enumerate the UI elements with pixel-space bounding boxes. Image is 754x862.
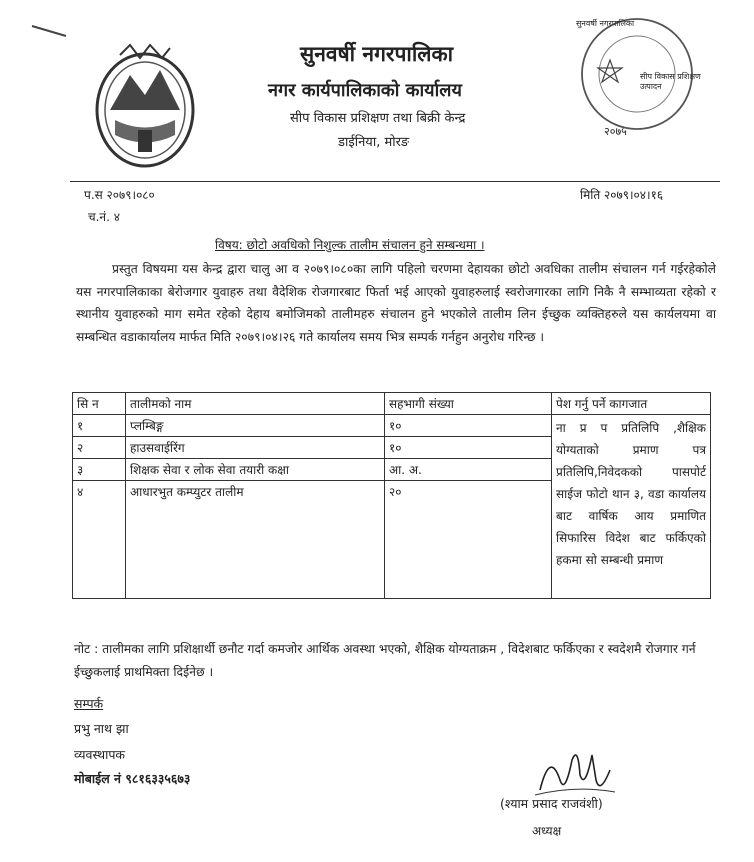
office-name: नगर कार्यपालिकाको कार्यालय xyxy=(268,80,462,101)
letter-date: मिति २०७९।०४।१६ xyxy=(580,188,664,202)
pen-mark xyxy=(30,22,70,42)
header-sn: सि न xyxy=(73,393,126,415)
header-participants: सहभागी संख्या xyxy=(385,393,552,415)
contact-label: सम्पर्क xyxy=(74,696,104,711)
training-table xyxy=(72,392,711,599)
required-documents: ना प्र प प्रतिलिपि ,शैक्षिक योग्यताको प्रमाण पत्र प्रतिलिपि,निवेदकको पासपोर्ट साईज फोटो थान ३, वडा कार्यालय बाट वार्षिक आय प्रमाणित सिफारिस विदेश बाट फर्किएको हकमा सो सम्बन्धी प्रमाण xyxy=(552,415,711,599)
table-header-row xyxy=(73,393,711,415)
contact-mobile: मोबाईल नं ९८१६३३५६७३ xyxy=(74,771,191,786)
org-name: सुनवर्षी नगरपालिका xyxy=(300,42,454,66)
seal-inner-text: सीप विकास प्रशिक्षण उत्पादन xyxy=(640,72,701,91)
row-training-name: प्लम्बिङ्ग xyxy=(126,415,385,437)
body-paragraph: प्रस्तुत विषयमा यस केन्द्र द्वारा चालु आ व २०७९।०८०का लागि पहिलो चरणमा देहायका छोटो अवधिका तालीम संचालन गर्न गईरहेकोले यस नगरपालिकाका बेरोजगार युवाहरु तथा वैदेशिक रोजगारबाट फिर्ता भई आएको युवाहरुलाई स्वरोजगारका लागि निकै नै सम्भाव्यता रहेको र स्थानीय युवाहरुको माग समेत रहेको देहाय बमोजिमको तालीमहरु संचालन हुने भएकोले तालीम लिन ईच्छुक व्यक्तिहरुले यस कार्यलयमा वा सम्बन्धित वडाकार्यालय मार्फत मिति २०७९।०४।२६ गते कार्यालय समय भित्र सम्पर्क गर्नहुन अनुरोध गरिन्छ । xyxy=(76,262,716,344)
row-participants: २० xyxy=(385,481,552,599)
seal-year: २०७५ xyxy=(604,125,627,138)
seal-ring-text: सुनवर्षी नगरपालिका xyxy=(576,19,635,28)
reference-number: प.स २०७९।०८० xyxy=(84,188,155,202)
center-name: सीप विकास प्रशिक्षण तथा बिक्री केन्द्र xyxy=(290,111,466,126)
row-sn: ३ xyxy=(73,459,126,481)
dispatch-number: च.नं. ४ xyxy=(88,210,120,224)
row-participants: आ. अ. xyxy=(385,459,552,481)
address: डाईनिया, मोरङ xyxy=(338,135,410,150)
signature xyxy=(530,740,620,800)
row-sn: १ xyxy=(73,415,126,437)
header-documents: पेश गर्नु पर्ने कागजात xyxy=(552,393,711,415)
contact-name: प्रभु नाथ झा xyxy=(74,721,129,736)
row-training-name: हाउसवाईरिंग xyxy=(126,437,385,459)
signatory-title: अध्यक्ष xyxy=(532,824,562,838)
row-sn: २ xyxy=(73,437,126,459)
header-divider xyxy=(70,181,720,182)
emblem-logo xyxy=(90,40,200,170)
note-text: नोट : तालीमका लागि प्रशिक्षार्थी छनौट गर्दा कमजोर आर्थिक अवस्था भएको, शैक्षिक योग्यताक्रम , विदेशबाट फर्किएका र स्वदेशमै रोजगार गर्न ईच्छुकलाई प्राथमिक्ता दिईनेछ । xyxy=(74,642,696,679)
row-training-name: आधारभुत कम्प्युटर तालीम xyxy=(126,481,385,599)
table-row xyxy=(73,415,711,437)
row-training-name: शिक्षक सेवा र लोक सेवा तयारी कक्षा xyxy=(126,459,385,481)
row-sn: ४ xyxy=(73,481,126,599)
row-participants: १० xyxy=(385,437,552,459)
header-training-name: तालीमको नाम xyxy=(126,393,385,415)
row-participants: १० xyxy=(385,415,552,437)
contact-role: व्यवस्थापक xyxy=(74,747,126,762)
subject-line: विषय: छोटो अवधिको निशुल्क तालीम संचालन हुने सम्बन्धमा । xyxy=(215,238,485,252)
signatory-name: (श्याम प्रसाद राजवंशी) xyxy=(500,796,603,811)
